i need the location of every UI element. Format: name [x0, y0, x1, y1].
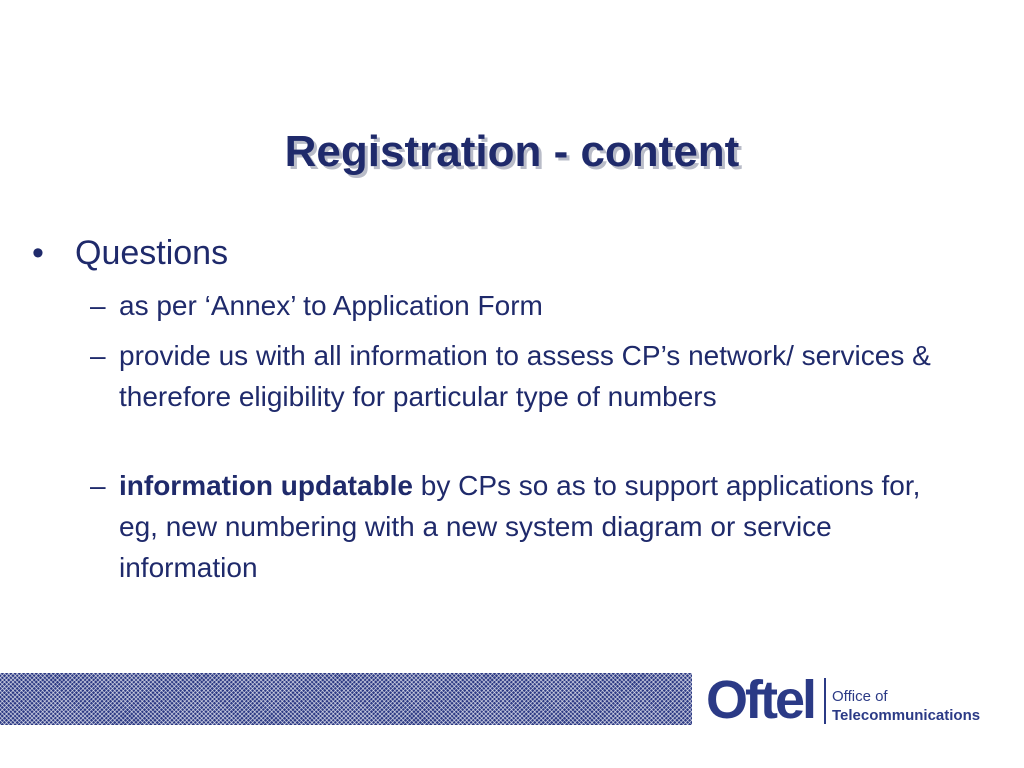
sub-item-bold-text: information updatable [119, 470, 413, 501]
logo-divider [824, 678, 826, 724]
footer-pattern-band [0, 673, 692, 725]
oftel-logo [706, 670, 1006, 730]
bullet-icon: • [32, 234, 44, 272]
dash-icon: – [90, 290, 106, 321]
slide-title: Registration - content [284, 127, 740, 176]
sub-item-rest-text: by CPs so as to support applications for, eg, new numbering with a new system diagram or service information [119, 470, 921, 583]
bullet-label: Questions [75, 234, 229, 272]
sub-item-text: as per ‘Annex’ to Application Form [119, 290, 543, 321]
dash-icon: – [90, 340, 106, 371]
dash-icon: – [90, 470, 106, 501]
logo-caption-line1: Office of [832, 688, 888, 705]
logo-wordmark: Oftel [706, 670, 815, 730]
sub-item-text: provide us with all information to assess CP’s network/ services & therefore eligibility for particular type of numbers [119, 340, 931, 412]
logo-caption [832, 687, 980, 725]
sub-item-text [119, 465, 959, 588]
logo-caption-line2: Telecommunications [832, 707, 981, 724]
